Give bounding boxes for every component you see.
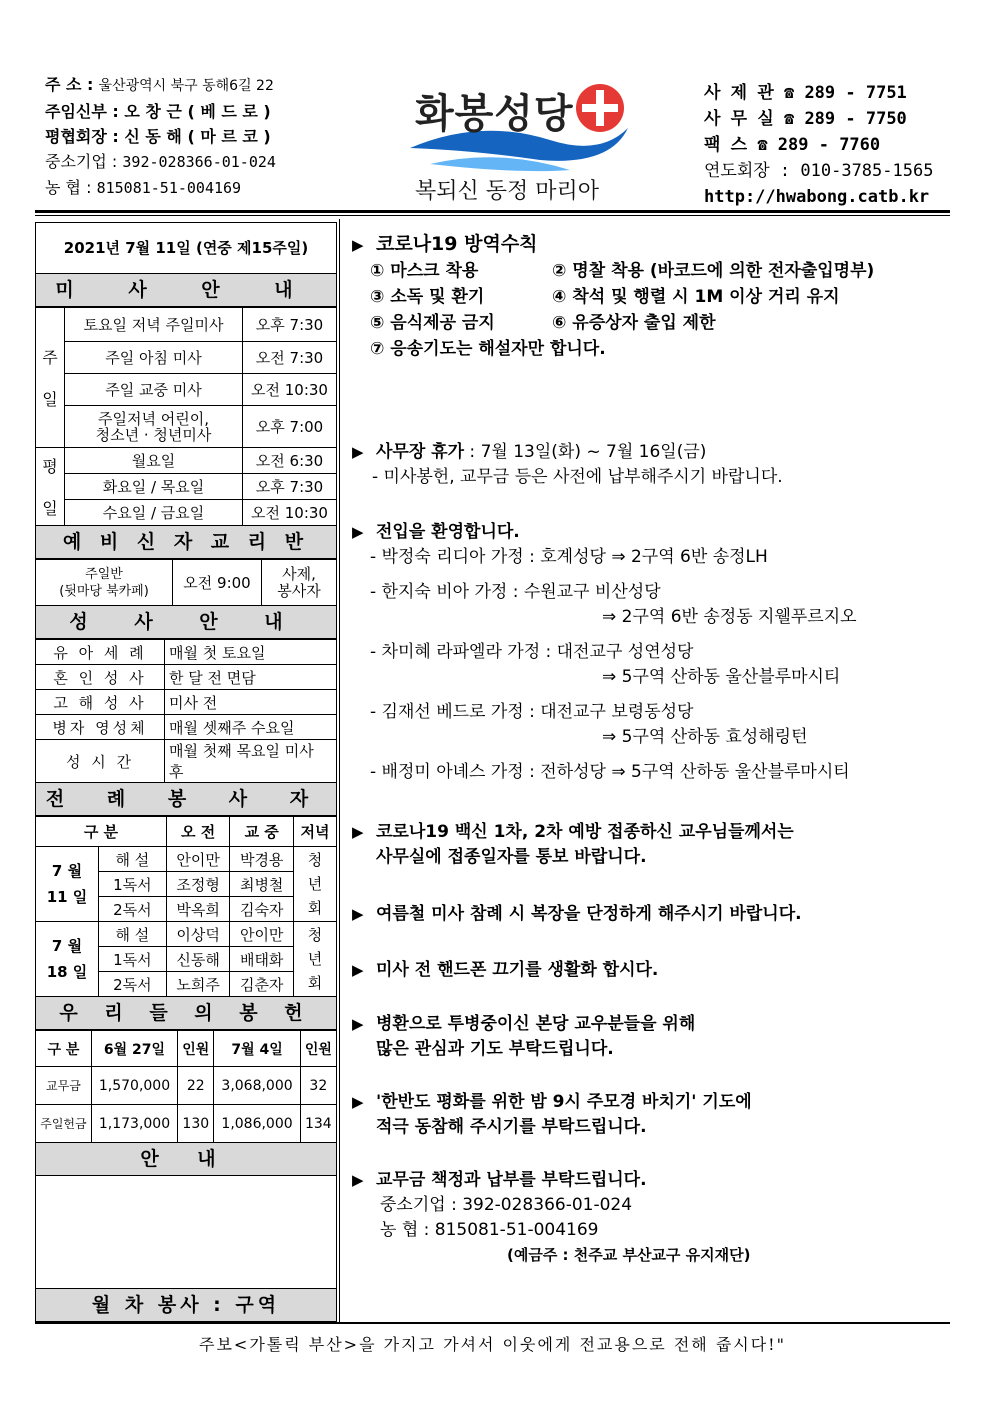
church-subtitle: 복되신 동정 마리아 (415, 179, 600, 204)
sacrament-info: 한 달 전 면담 (165, 665, 337, 690)
arrow-icon: ▶ (352, 905, 364, 923)
peace-line2: 적극 동참해 주시기를 부탁드립니다. (376, 1117, 647, 1137)
liturgy-date: 7 월 18 일 (36, 922, 99, 997)
catechumen-class: 주일반 (뒷마당 북카페) (36, 560, 173, 606)
welcome-list (352, 545, 952, 785)
church-name: 화봉성당 (415, 90, 574, 137)
date-line: 2021년 7월 11일 (연중 제15주일) (35, 222, 337, 274)
covid-rule: ⑦ 응송기도는 해설자만 합니다. (370, 339, 606, 359)
liturgy-date: 7 월 11 일 (36, 847, 99, 922)
address-label: 주 소 : (45, 75, 94, 94)
offering-cell: 32 (300, 1067, 336, 1105)
liturgy-main: 안이만 (230, 922, 294, 947)
pastor-label: 주임신부 : (45, 102, 119, 121)
offering-table (35, 1030, 337, 1143)
offering-header: 인원 (178, 1031, 214, 1067)
sacraments-table (35, 639, 337, 783)
mass-time: 오후 7:30 (243, 474, 337, 500)
vaccine-line2: 사무실에 접종일자를 통보 바랍니다. (376, 847, 647, 867)
liturgy-main: 박경용 (230, 847, 294, 872)
liturgy-evening: 청 년 회 (294, 922, 337, 997)
mass-row (36, 474, 337, 500)
liturgy-morning: 노희주 (166, 972, 230, 997)
covid-rule-row (352, 310, 952, 336)
liturgy-morning: 이상덕 (166, 922, 230, 947)
phone-section (352, 958, 952, 983)
notice-area (35, 1176, 337, 1289)
mass-time: 오전 7:30 (243, 342, 337, 374)
column-divider (339, 219, 340, 1322)
mass-name: 월요일 (65, 448, 243, 474)
phone-note: 미사 전 핸드폰 끄기를 생활화 합시다. (376, 960, 659, 980)
mass-time: 오후 7:00 (243, 406, 337, 448)
welcome-item: - 박정숙 리디아 가정 : 호계성당 ⇒ 2구역 6반 송정LH (370, 547, 768, 567)
liturgy-role: 1독서 (99, 872, 167, 897)
website-link[interactable]: http://hwabong.catb.kr (704, 187, 930, 207)
liturgy-morning: 안이만 (166, 847, 230, 872)
liturgy-evening: 청 년 회 (294, 847, 337, 922)
mass-name: 화요일 / 목요일 (65, 474, 243, 500)
covid-rule: ③ 소독 및 환기 (370, 287, 485, 307)
covid-title: 코로나19 방역수칙 (376, 233, 538, 255)
header-rule (35, 210, 950, 213)
table-row (36, 847, 337, 872)
mass-row (36, 406, 337, 448)
dress-section (352, 902, 952, 927)
dues-holder: (예금주 : 천주교 부산교구 유지재단) (507, 1246, 751, 1264)
offering-cell: 1,570,000 (91, 1067, 177, 1105)
covid-rule: ⑥ 유증상자 출입 제한 (552, 313, 716, 333)
sacrament-name: 병자 영성체 (36, 715, 165, 740)
sacrament-info: 미사 전 (165, 690, 337, 715)
catechumen-teacher: 사제, 봉사자 (262, 560, 337, 606)
covid-rules (352, 258, 952, 362)
sick-line2: 많은 관심과 기도 부탁드립니다. (376, 1039, 614, 1059)
liturgy-role: 해 설 (99, 847, 167, 872)
vacation-note: - 미사봉헌, 교무금 등은 사전에 납부해주시기 바랍니다. (372, 467, 783, 487)
covid-rule: ⑤ 음식제공 금지 (370, 313, 495, 333)
mass-row (36, 448, 337, 474)
arrow-icon: ▶ (352, 961, 364, 979)
liturgy-role: 1독서 (99, 947, 167, 972)
liturgy-morning: 박옥희 (166, 897, 230, 922)
sacrament-name: 혼 인 성 사 (36, 665, 165, 690)
welcome-item: ⇒ 5구역 산하동 효성해링턴 (602, 727, 808, 747)
offering-cell: 22 (178, 1067, 214, 1105)
district-phone: 연도회장 : 010-3785-1565 (704, 161, 934, 181)
fax-number: 팩 스 ☎ 289 - 7760 (704, 135, 881, 155)
table-row (36, 1067, 337, 1105)
mass-table (35, 307, 337, 526)
bank2-label: 농 협 : (45, 178, 92, 197)
table-row (36, 665, 337, 690)
vaccine-section (352, 820, 952, 870)
bank1-account: 392-028366-01-024 (122, 153, 276, 171)
welcome-item: - 김재선 베드로 가정 : 대전교구 보령동성당 (370, 702, 694, 722)
dues-title: 교무금 책정과 납부를 부탁드립니다. (376, 1170, 647, 1190)
offering-cell: 3,068,000 (214, 1067, 300, 1105)
welcome-item: ⇒ 2구역 6반 송정동 지웰푸르지오 (602, 607, 857, 627)
catechumen-title: 예 비 신 자 교 리 반 (35, 526, 337, 559)
mass-row (36, 500, 337, 526)
offering-header: 7월 4일 (214, 1031, 300, 1067)
mass-time: 오후 7:30 (243, 308, 337, 342)
liturgy-main: 최병철 (230, 872, 294, 897)
pastor: 오 창 근 ( 베 드 로 ) (124, 102, 271, 121)
dues-bank2: 농 협 : 815081-51-004169 (380, 1220, 599, 1240)
mass-name: 주일 교중 미사 (65, 374, 243, 406)
dues-bank1: 중소기업 : 392-028366-01-024 (380, 1195, 633, 1215)
mass-guide-title: 미 사 안 내 (35, 274, 337, 307)
address: 울산광역시 북구 동해6길 22 (98, 78, 274, 94)
dues-section (352, 1168, 952, 1268)
address-row (45, 72, 345, 99)
sacrament-name: 고 해 성 사 (36, 690, 165, 715)
mass-time: 오전 10:30 (243, 500, 337, 526)
offering-header: 구 분 (36, 1031, 92, 1067)
mass-row (36, 374, 337, 406)
arrow-icon: ▶ (352, 1171, 364, 1189)
catechumen-time: 오전 9:00 (173, 560, 262, 606)
offering-cell: 134 (300, 1105, 336, 1143)
bank1-label: 중소기업 : (45, 152, 118, 171)
contact-info (704, 80, 954, 210)
covid-rule: ① 마스크 착용 (370, 261, 479, 281)
liturgy-header: 저녁 (294, 817, 337, 847)
sacrament-name: 성 시 간 (36, 740, 165, 783)
covid-rule: ④ 착석 및 행렬 시 1M 이상 거리 유지 (552, 287, 840, 307)
liturgy-morning: 신동해 (166, 947, 230, 972)
table-row (36, 1105, 337, 1143)
arrow-icon: ▶ (352, 443, 364, 461)
welcome-item: - 배정미 아녜스 가정 : 전하성당 ⇒ 5구역 산하동 울산블루마시티 (370, 762, 850, 782)
liturgy-table (35, 816, 337, 997)
weekday-label: 평 일 (36, 448, 65, 526)
vacation-section (352, 440, 952, 490)
sick-section (352, 1012, 952, 1062)
welcome-title: 전입을 환영합니다. (376, 522, 520, 542)
offering-cell: 1,086,000 (214, 1105, 300, 1143)
covid-rule-row (352, 258, 952, 284)
liturgy-main: 김춘자 (230, 972, 294, 997)
offering-cell: 교무금 (36, 1067, 92, 1105)
pastor-row (45, 99, 345, 124)
footer-rule (35, 1322, 950, 1324)
covid-rule-row (352, 284, 952, 310)
sunday-label: 주 일 (36, 308, 65, 448)
bank2-row (45, 175, 345, 201)
mass-time: 오전 6:30 (243, 448, 337, 474)
sacrament-info: 매월 셋째주 수요일 (165, 715, 337, 740)
president: 신 동 해 ( 마 르 코 ) (124, 127, 271, 146)
arrow-icon: ▶ (352, 823, 364, 841)
liturgy-header: 구 분 (36, 817, 167, 847)
president-row (45, 124, 345, 149)
monthly-service: 월 차 봉사 : 구역 (35, 1289, 337, 1322)
table-row (36, 922, 337, 947)
liturgy-main: 배태화 (230, 947, 294, 972)
left-column (35, 222, 337, 1322)
offering-header: 인원 (300, 1031, 336, 1067)
liturgy-main: 김숙자 (230, 897, 294, 922)
dress-note: 여름철 미사 참례 시 복장을 단정하게 해주시기 바랍니다. (376, 904, 802, 924)
peace-line1: '한반도 평화를 위한 밤 9시 주모경 바치기' 기도에 (376, 1092, 752, 1112)
peace-section (352, 1090, 952, 1140)
arrow-icon: ▶ (352, 523, 364, 541)
liturgy-morning: 조정형 (166, 872, 230, 897)
welcome-item: - 한지숙 비아 가정 : 수원교구 비산성당 (370, 582, 661, 602)
sacrament-info: 매월 첫 토요일 (165, 640, 337, 665)
sacraments-title: 성 사 안 내 (35, 606, 337, 639)
church-logo (400, 78, 640, 218)
vacation-title: 사무장 휴가 (376, 442, 465, 462)
liturgy-role: 2독서 (99, 972, 167, 997)
arrow-icon: ▶ (352, 236, 364, 254)
covid-rule: ② 명찰 착용 (바코드에 의한 전자출입명부) (552, 261, 875, 281)
president-label: 평협회장 : (45, 127, 119, 146)
sacrament-name: 유 아 세 례 (36, 640, 165, 665)
offering-cell: 1,173,000 (91, 1105, 177, 1143)
table-row (36, 1031, 337, 1067)
welcome-item: ⇒ 5구역 산하동 울산블루마시티 (602, 667, 841, 687)
header-rule-thin (35, 215, 950, 216)
offering-cell: 130 (178, 1105, 214, 1143)
mass-name: 주일 아침 미사 (65, 342, 243, 374)
bank2-account: 815081-51-004169 (96, 179, 242, 197)
sick-line1: 병환으로 투병중이신 본당 교우분들을 위해 (376, 1014, 696, 1034)
notice-title: 안 내 (35, 1143, 337, 1176)
mass-time: 오전 10:30 (243, 374, 337, 406)
catechumen-table (35, 559, 337, 606)
liturgy-header: 교 중 (230, 817, 294, 847)
table-row (36, 817, 337, 847)
arrow-icon: ▶ (352, 1015, 364, 1033)
office-phone: 사 무 실 ☎ 289 - 7750 (704, 109, 907, 129)
rectory-phone: 사 제 관 ☎ 289 - 7751 (704, 83, 907, 103)
mass-name: 수요일 / 금요일 (65, 500, 243, 526)
liturgy-role: 해 설 (99, 922, 167, 947)
offering-header: 6월 27일 (91, 1031, 177, 1067)
liturgy-role: 2독서 (99, 897, 167, 922)
table-row (36, 740, 337, 783)
welcome-section (352, 520, 952, 795)
vacation-detail: : 7월 13일(화) ~ 7월 16일(금) (464, 442, 707, 462)
mass-name: 토요일 저녁 주일미사 (65, 308, 243, 342)
footer-text: 주보<가톨릭 부산>을 가지고 가셔서 이웃에게 전교용으로 전해 줍시다!" (199, 1335, 786, 1354)
liturgy-header: 오 전 (166, 817, 230, 847)
mass-name: 주일저녁 어린이, 청소년 · 청년미사 (65, 406, 243, 448)
covid-rule-row (352, 336, 952, 362)
table-row (36, 715, 337, 740)
welcome-item: - 차미혜 라파엘라 가정 : 대전교구 성연성당 (370, 642, 694, 662)
covid-section (352, 232, 952, 362)
mass-row (36, 342, 337, 374)
arrow-icon: ▶ (352, 1093, 364, 1111)
bank1-row (45, 149, 345, 175)
table-row (36, 690, 337, 715)
mass-row (36, 308, 337, 342)
offering-cell: 주일헌금 (36, 1105, 92, 1143)
offering-title: 우 리 들 의 봉 헌 (35, 997, 337, 1030)
table-row (36, 640, 337, 665)
header-info (45, 72, 345, 201)
sacrament-info: 매월 첫째 목요일 미사 후 (165, 740, 337, 783)
vaccine-line1: 코로나19 백신 1차, 2차 예방 접종하신 교우님들께서는 (376, 822, 794, 842)
liturgy-title: 전 례 봉 사 자 (35, 783, 337, 816)
